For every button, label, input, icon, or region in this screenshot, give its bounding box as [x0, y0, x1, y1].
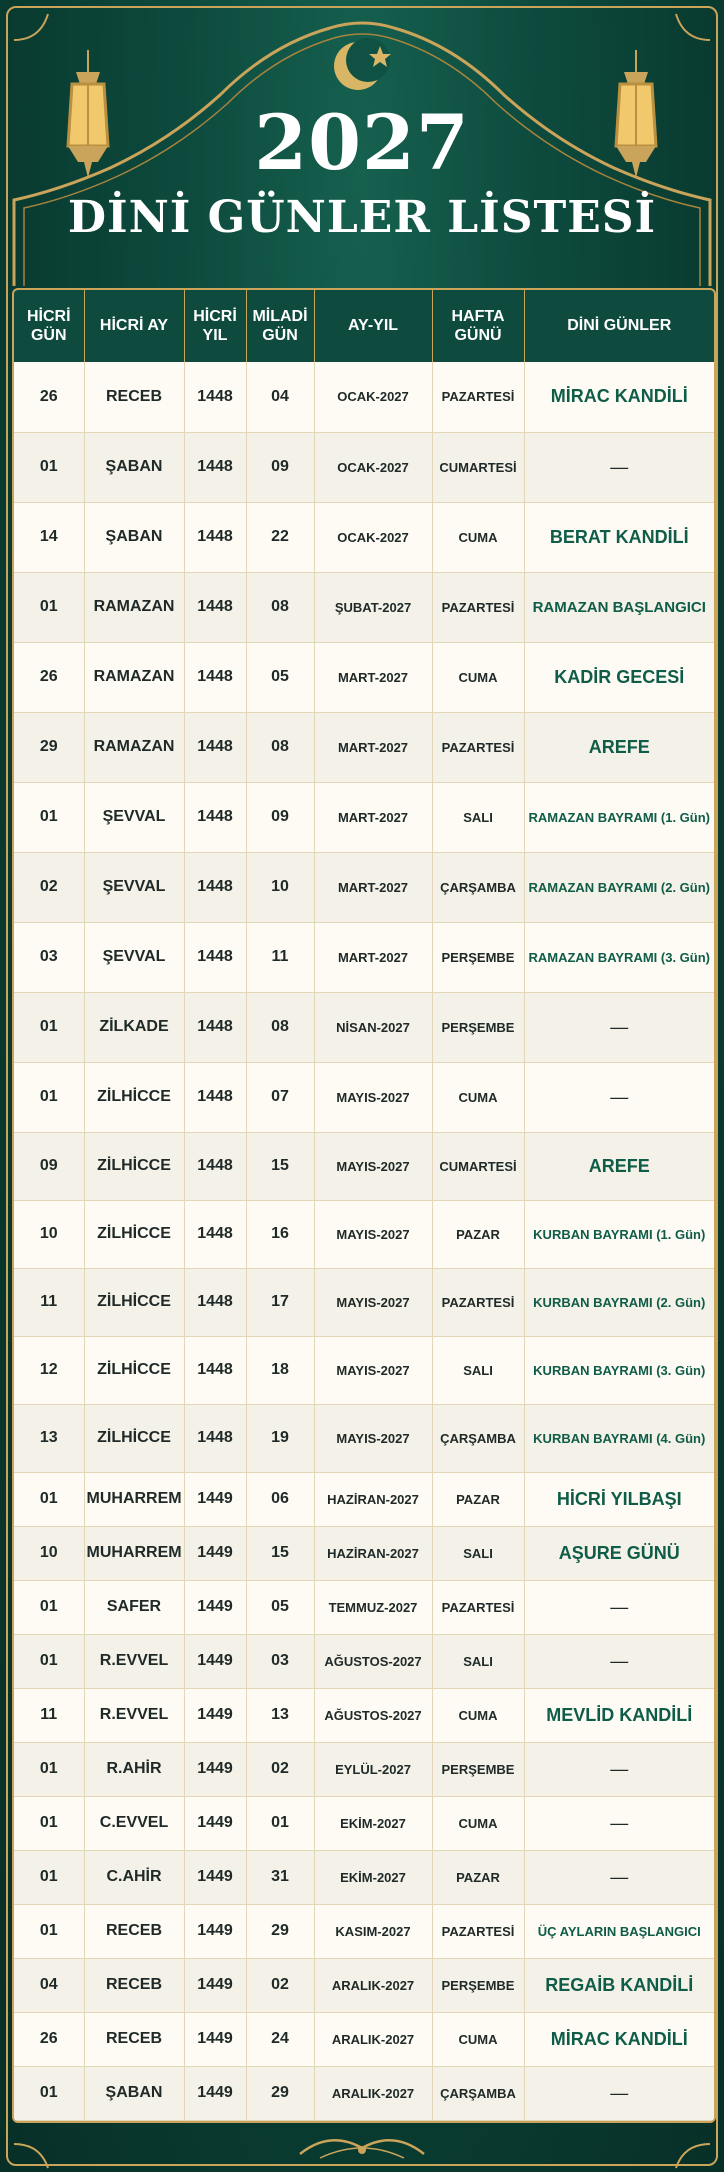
table-row	[14, 2066, 714, 2120]
table-row	[14, 1796, 714, 1850]
cell-hw: PERŞEMBE	[432, 1742, 524, 1796]
cell-mg: 15	[246, 1132, 314, 1200]
column-header-hafta-gunu: HAFTA GÜNÜ	[432, 290, 524, 362]
cell-hg: 11	[14, 1688, 84, 1742]
cell-hg: 03	[14, 922, 84, 992]
cell-hw: ÇARŞAMBA	[432, 852, 524, 922]
cell-hg: 26	[14, 362, 84, 432]
cell-hy: 1449	[184, 1796, 246, 1850]
cell-dg: —	[524, 2066, 714, 2120]
cell-hy: 1448	[184, 642, 246, 712]
cell-hy: 1448	[184, 1132, 246, 1200]
cell-ha: ZİLHİCCE	[84, 1062, 184, 1132]
cell-dg: AŞURE GÜNÜ	[524, 1526, 714, 1580]
cell-hw: CUMA	[432, 1062, 524, 1132]
year-title: 2027	[254, 98, 470, 187]
cell-ha: ŞABAN	[84, 502, 184, 572]
cell-dg: KURBAN BAYRAMI (4. Gün)	[524, 1404, 714, 1472]
cell-mg: 22	[246, 502, 314, 572]
column-header-hicri-gun: HİCRİ GÜN	[14, 290, 84, 362]
cell-hy: 1448	[184, 432, 246, 502]
cell-ay: ARALIK-2027	[314, 2012, 432, 2066]
cell-ha: ZİLHİCCE	[84, 1268, 184, 1336]
cell-hw: PERŞEMBE	[432, 992, 524, 1062]
cell-ay: MAYIS-2027	[314, 1062, 432, 1132]
cell-hy: 1449	[184, 1688, 246, 1742]
cell-dg: AREFE	[524, 712, 714, 782]
cell-hw: SALI	[432, 1526, 524, 1580]
cell-hg: 09	[14, 1132, 84, 1200]
cell-mg: 16	[246, 1200, 314, 1268]
cell-hy: 1449	[184, 1742, 246, 1796]
table-row	[14, 1472, 714, 1526]
table-row	[14, 1580, 714, 1634]
religious-days-table	[12, 288, 716, 2123]
cell-ha: RAMAZAN	[84, 712, 184, 782]
cell-hy: 1448	[184, 712, 246, 782]
cell-hy: 1449	[184, 2066, 246, 2120]
column-header-ay-yil: AY-YIL	[314, 290, 432, 362]
cell-ay: ŞUBAT-2027	[314, 572, 432, 642]
cell-mg: 04	[246, 362, 314, 432]
cell-hw: PAZARTESİ	[432, 362, 524, 432]
cell-hy: 1448	[184, 1268, 246, 1336]
table-row	[14, 1688, 714, 1742]
cell-hw: CUMA	[432, 642, 524, 712]
cell-hy: 1449	[184, 1526, 246, 1580]
cell-hy: 1448	[184, 852, 246, 922]
cell-ha: RAMAZAN	[84, 572, 184, 642]
cell-dg: HİCRİ YILBAŞI	[524, 1472, 714, 1526]
cell-ha: ZİLHİCCE	[84, 1200, 184, 1268]
column-header-miladi-gun: MİLADİ GÜN	[246, 290, 314, 362]
cell-hw: CUMA	[432, 502, 524, 572]
table-row	[14, 1268, 714, 1336]
cell-hg: 04	[14, 1958, 84, 2012]
cell-hg: 01	[14, 1850, 84, 1904]
cell-hw: ÇARŞAMBA	[432, 2066, 524, 2120]
cell-ha: R.EVVEL	[84, 1634, 184, 1688]
table-row	[14, 1904, 714, 1958]
cell-ay: MAYIS-2027	[314, 1336, 432, 1404]
cell-hw: PAZAR	[432, 1200, 524, 1268]
cell-hy: 1449	[184, 1634, 246, 1688]
crescent-star-icon	[330, 30, 394, 100]
cell-hy: 1448	[184, 922, 246, 992]
cell-mg: 31	[246, 1850, 314, 1904]
cell-ha: ŞEVVAL	[84, 922, 184, 992]
cell-ay: MART-2027	[314, 782, 432, 852]
cell-hw: PAZAR	[432, 1472, 524, 1526]
cell-hg: 13	[14, 1404, 84, 1472]
table-body	[14, 362, 714, 2120]
cell-ha: ZİLKADE	[84, 992, 184, 1062]
cell-hy: 1449	[184, 1958, 246, 2012]
cell-hw: SALI	[432, 1634, 524, 1688]
page-title: DİNİ GÜNLER LİSTESİ	[67, 192, 657, 243]
cell-ay: EYLÜL-2027	[314, 1742, 432, 1796]
cell-mg: 09	[246, 432, 314, 502]
cell-mg: 07	[246, 1062, 314, 1132]
cell-hw: PAZARTESİ	[432, 1904, 524, 1958]
cell-dg: KURBAN BAYRAMI (2. Gün)	[524, 1268, 714, 1336]
cell-hw: PAZARTESİ	[432, 1268, 524, 1336]
cell-hg: 01	[14, 432, 84, 502]
cell-mg: 18	[246, 1336, 314, 1404]
cell-hy: 1449	[184, 1850, 246, 1904]
cell-hw: CUMA	[432, 1688, 524, 1742]
cell-ay: OCAK-2027	[314, 502, 432, 572]
cell-hg: 01	[14, 1634, 84, 1688]
cell-hy: 1448	[184, 782, 246, 852]
cell-hy: 1448	[184, 572, 246, 642]
table-row	[14, 782, 714, 852]
cell-hw: CUMA	[432, 1796, 524, 1850]
cell-hw: SALI	[432, 1336, 524, 1404]
cell-hy: 1448	[184, 1404, 246, 1472]
cell-ay: MART-2027	[314, 712, 432, 782]
footer-ornament	[0, 2124, 724, 2172]
cell-dg: RAMAZAN BAŞLANGICI	[524, 572, 714, 642]
cell-mg: 15	[246, 1526, 314, 1580]
cell-dg: ÜÇ AYLARIN BAŞLANGICI	[524, 1904, 714, 1958]
table-row	[14, 1634, 714, 1688]
column-header-hicri-yil: HİCRİ YIL	[184, 290, 246, 362]
cell-hg: 01	[14, 572, 84, 642]
cell-dg: RAMAZAN BAYRAMI (3. Gün)	[524, 922, 714, 992]
cell-dg: AREFE	[524, 1132, 714, 1200]
cell-hy: 1448	[184, 1062, 246, 1132]
cell-ay: MAYIS-2027	[314, 1132, 432, 1200]
cell-ha: ŞABAN	[84, 2066, 184, 2120]
cell-ay: MAYIS-2027	[314, 1268, 432, 1336]
table-row	[14, 1850, 714, 1904]
table-row	[14, 712, 714, 782]
cell-ha: MUHARREM	[84, 1472, 184, 1526]
cell-mg: 19	[246, 1404, 314, 1472]
cell-mg: 09	[246, 782, 314, 852]
cell-ha: MUHARREM	[84, 1526, 184, 1580]
cell-mg: 11	[246, 922, 314, 992]
cell-ha: ZİLHİCCE	[84, 1336, 184, 1404]
cell-ha: C.EVVEL	[84, 1796, 184, 1850]
cell-hw: CUMARTESİ	[432, 432, 524, 502]
cell-hy: 1448	[184, 1200, 246, 1268]
table-row	[14, 1062, 714, 1132]
cell-dg: KURBAN BAYRAMI (1. Gün)	[524, 1200, 714, 1268]
cell-hy: 1449	[184, 2012, 246, 2066]
cell-ay: EKİM-2027	[314, 1796, 432, 1850]
cell-dg: —	[524, 1850, 714, 1904]
cell-hg: 01	[14, 2066, 84, 2120]
header	[0, 0, 724, 288]
cell-ha: ŞABAN	[84, 432, 184, 502]
cell-ay: OCAK-2027	[314, 432, 432, 502]
cell-hg: 01	[14, 782, 84, 852]
cell-dg: MİRAC KANDİLİ	[524, 362, 714, 432]
cell-hg: 12	[14, 1336, 84, 1404]
cell-dg: RAMAZAN BAYRAMI (1. Gün)	[524, 782, 714, 852]
table-row	[14, 642, 714, 712]
cell-mg: 24	[246, 2012, 314, 2066]
cell-mg: 01	[246, 1796, 314, 1850]
cell-ay: OCAK-2027	[314, 362, 432, 432]
cell-hw: SALI	[432, 782, 524, 852]
cell-ay: NİSAN-2027	[314, 992, 432, 1062]
cell-ay: ARALIK-2027	[314, 1958, 432, 2012]
cell-ha: RECEB	[84, 1958, 184, 2012]
cell-hy: 1448	[184, 502, 246, 572]
table-row	[14, 1132, 714, 1200]
cell-hw: CUMARTESİ	[432, 1132, 524, 1200]
cell-hw: PAZARTESİ	[432, 1580, 524, 1634]
cell-dg: MİRAC KANDİLİ	[524, 2012, 714, 2066]
cell-ay: MART-2027	[314, 642, 432, 712]
cell-hy: 1449	[184, 1472, 246, 1526]
cell-hw: PAZARTESİ	[432, 572, 524, 642]
cell-hg: 01	[14, 1580, 84, 1634]
table-row	[14, 432, 714, 502]
cell-ay: MART-2027	[314, 922, 432, 992]
cell-dg: KURBAN BAYRAMI (3. Gün)	[524, 1336, 714, 1404]
cell-mg: 05	[246, 1580, 314, 1634]
cell-dg: —	[524, 1742, 714, 1796]
table-header-row	[14, 290, 714, 362]
cell-ha: ŞEVVAL	[84, 852, 184, 922]
cell-hg: 26	[14, 642, 84, 712]
cell-hw: PERŞEMBE	[432, 1958, 524, 2012]
cell-hg: 14	[14, 502, 84, 572]
cell-ha: RAMAZAN	[84, 642, 184, 712]
column-header-hicri-ay: HİCRİ AY	[84, 290, 184, 362]
cell-hg: 26	[14, 2012, 84, 2066]
cell-ay: HAZİRAN-2027	[314, 1472, 432, 1526]
cell-ha: C.AHİR	[84, 1850, 184, 1904]
cell-mg: 02	[246, 1958, 314, 2012]
cell-dg: —	[524, 992, 714, 1062]
table-row	[14, 922, 714, 992]
cell-ay: TEMMUZ-2027	[314, 1580, 432, 1634]
table-row	[14, 502, 714, 572]
table-row	[14, 2012, 714, 2066]
cell-mg: 02	[246, 1742, 314, 1796]
cell-dg: —	[524, 1580, 714, 1634]
cell-hg: 01	[14, 1904, 84, 1958]
cell-ha: SAFER	[84, 1580, 184, 1634]
cell-hy: 1449	[184, 1904, 246, 1958]
cell-mg: 13	[246, 1688, 314, 1742]
cell-ha: RECEB	[84, 362, 184, 432]
table-row	[14, 572, 714, 642]
column-header-dini-gunler: DİNİ GÜNLER	[524, 290, 714, 362]
cell-ay: MAYIS-2027	[314, 1200, 432, 1268]
cell-hg: 01	[14, 1472, 84, 1526]
cell-mg: 17	[246, 1268, 314, 1336]
cell-dg: —	[524, 432, 714, 502]
cell-ay: AĞUSTOS-2027	[314, 1634, 432, 1688]
cell-hy: 1448	[184, 362, 246, 432]
cell-ay: KASIM-2027	[314, 1904, 432, 1958]
cell-mg: 08	[246, 572, 314, 642]
table-row	[14, 1336, 714, 1404]
cell-dg: MEVLİD KANDİLİ	[524, 1688, 714, 1742]
cell-ay: ARALIK-2027	[314, 2066, 432, 2120]
cell-hy: 1448	[184, 992, 246, 1062]
cell-ha: ZİLHİCCE	[84, 1132, 184, 1200]
cell-mg: 06	[246, 1472, 314, 1526]
cell-dg: REGAİB KANDİLİ	[524, 1958, 714, 2012]
cell-mg: 29	[246, 1904, 314, 1958]
cell-hg: 02	[14, 852, 84, 922]
cell-hg: 01	[14, 1796, 84, 1850]
cell-ay: MART-2027	[314, 852, 432, 922]
cell-hw: PAZAR	[432, 1850, 524, 1904]
table-row	[14, 1200, 714, 1268]
cell-ha: RECEB	[84, 2012, 184, 2066]
table-row	[14, 1404, 714, 1472]
cell-mg: 08	[246, 712, 314, 782]
cell-ha: ŞEVVAL	[84, 782, 184, 852]
table-row	[14, 362, 714, 432]
cell-ha: R.AHİR	[84, 1742, 184, 1796]
cell-mg: 10	[246, 852, 314, 922]
cell-dg: —	[524, 1796, 714, 1850]
table-row	[14, 1742, 714, 1796]
cell-ha: R.EVVEL	[84, 1688, 184, 1742]
cell-ay: HAZİRAN-2027	[314, 1526, 432, 1580]
cell-dg: BERAT KANDİLİ	[524, 502, 714, 572]
cell-dg: KADİR GECESİ	[524, 642, 714, 712]
cell-hg: 01	[14, 1742, 84, 1796]
table-row	[14, 1526, 714, 1580]
cell-ha: RECEB	[84, 1904, 184, 1958]
cell-mg: 29	[246, 2066, 314, 2120]
cell-ay: AĞUSTOS-2027	[314, 1688, 432, 1742]
table-row	[14, 992, 714, 1062]
cell-hg: 01	[14, 992, 84, 1062]
cell-hw: PERŞEMBE	[432, 922, 524, 992]
cell-dg: —	[524, 1062, 714, 1132]
cell-dg: RAMAZAN BAYRAMI (2. Gün)	[524, 852, 714, 922]
table-row	[14, 852, 714, 922]
cell-ay: MAYIS-2027	[314, 1404, 432, 1472]
cell-hy: 1449	[184, 1580, 246, 1634]
cell-hg: 29	[14, 712, 84, 782]
cell-dg: —	[524, 1634, 714, 1688]
cell-hy: 1448	[184, 1336, 246, 1404]
cell-ha: ZİLHİCCE	[84, 1404, 184, 1472]
cell-ay: EKİM-2027	[314, 1850, 432, 1904]
cell-hw: CUMA	[432, 2012, 524, 2066]
cell-hw: PAZARTESİ	[432, 712, 524, 782]
cell-mg: 05	[246, 642, 314, 712]
cell-hg: 10	[14, 1526, 84, 1580]
cell-mg: 03	[246, 1634, 314, 1688]
cell-hw: ÇARŞAMBA	[432, 1404, 524, 1472]
cell-hg: 11	[14, 1268, 84, 1336]
table-row	[14, 1958, 714, 2012]
cell-hg: 01	[14, 1062, 84, 1132]
cell-mg: 08	[246, 992, 314, 1062]
cell-hg: 10	[14, 1200, 84, 1268]
